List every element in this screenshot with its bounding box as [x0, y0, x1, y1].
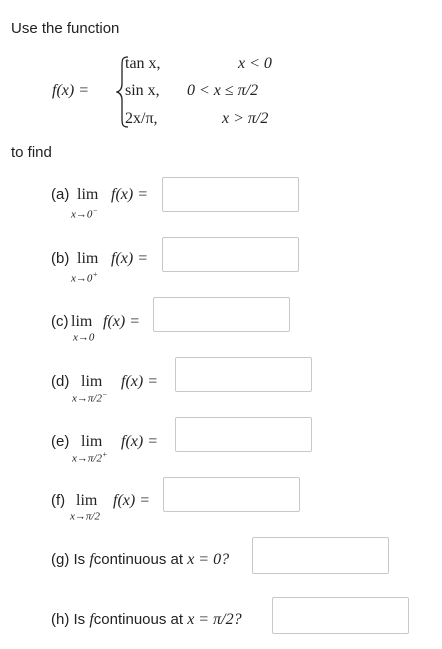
part-a-subscript: x→0−	[71, 206, 98, 221]
part-h-eq: x = π/2?	[187, 611, 242, 628]
part-f-lim: lim	[76, 492, 98, 509]
part-c-subscript: x→0	[73, 331, 95, 344]
to-find-text: to find	[11, 144, 52, 161]
case-1-cond: x < 0	[238, 55, 272, 72]
part-c-label: (c)	[51, 313, 69, 330]
piecewise-function	[0, 0, 442, 140]
part-e-expr: f(x) =	[121, 433, 158, 450]
answer-input-g[interactable]	[252, 537, 389, 574]
part-h-text: continuous at	[93, 611, 184, 628]
part-d-label: (d)	[51, 373, 70, 390]
part-h-label: (h) Is	[51, 611, 86, 628]
answer-input-b[interactable]	[162, 237, 299, 272]
part-f-expr: f(x) =	[113, 492, 150, 509]
part-e-label: (e)	[51, 433, 70, 450]
answer-input-h[interactable]	[272, 597, 409, 634]
case-2-expr: sin x,	[125, 82, 160, 99]
answer-input-c[interactable]	[153, 297, 290, 332]
answer-input-a[interactable]	[162, 177, 299, 212]
part-b-lim: lim	[77, 250, 99, 267]
part-b-label: (b)	[51, 250, 70, 267]
answer-input-d[interactable]	[175, 357, 312, 392]
part-a-expr: f(x) =	[111, 186, 148, 203]
part-g-text: continuous at	[93, 551, 184, 568]
part-g-eq: x = 0?	[187, 551, 230, 568]
part-g	[51, 551, 229, 569]
part-g-label: (g) Is	[51, 551, 86, 568]
part-g-f: f	[89, 551, 94, 568]
part-h	[51, 611, 242, 629]
part-c-expr: f(x) =	[103, 313, 140, 330]
part-f-label: (f)	[51, 492, 66, 509]
answer-input-e[interactable]	[175, 417, 312, 452]
function-lhs: f(x) =	[52, 82, 89, 99]
case-3-expr: 2x/π,	[125, 110, 158, 127]
part-a-label: (a)	[51, 186, 70, 203]
part-e-subscript: x→π/2+	[72, 450, 108, 465]
part-c-lim: lim	[71, 313, 93, 330]
part-d-subscript: x→π/2−	[72, 390, 108, 405]
part-f-subscript: x→π/2	[70, 510, 100, 523]
part-d-expr: f(x) =	[121, 373, 158, 390]
case-2-cond: 0 < x ≤ π/2	[187, 82, 259, 99]
intro-text: Use the function	[11, 20, 120, 37]
part-a-lim: lim	[77, 186, 99, 203]
part-h-f: f	[89, 611, 94, 628]
part-e-lim: lim	[81, 433, 103, 450]
answer-input-f[interactable]	[163, 477, 300, 512]
case-1-expr: tan x,	[125, 55, 161, 72]
part-d-lim: lim	[81, 373, 103, 390]
part-b-subscript: x→0+	[71, 270, 98, 285]
part-b-expr: f(x) =	[111, 250, 148, 267]
case-3-cond: x > π/2	[222, 110, 269, 127]
